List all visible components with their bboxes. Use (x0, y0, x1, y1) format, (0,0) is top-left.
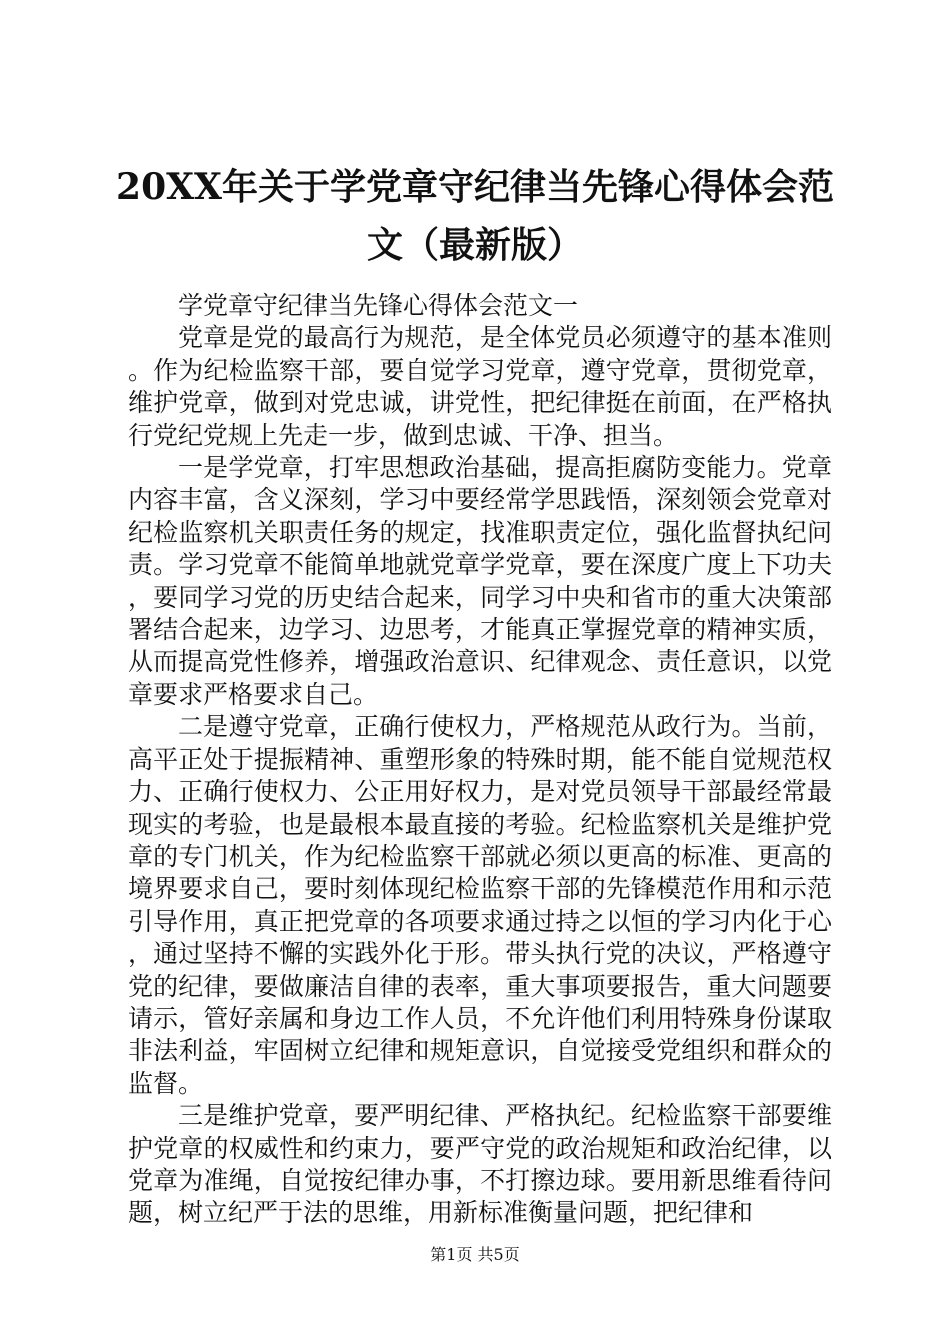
paragraph: 三是维护党章，要严明纪律、严格执纪。纪检监察干部要维护党章的权威性和约束力，要严守党的政治规矩和政治纪律，以党章为准绳，自觉按纪律办事，不打擦边球。要用新思维看待问题，树立纪严于法的思维，用新标准衡量问题，把纪律和 (128, 1101, 832, 1228)
document-title: 20XX年关于学党章守纪律当先锋心得体会范文（最新版） (116, 166, 834, 266)
paragraph: 党章是党的最高行为规范，是全体党员必须遵守的基本准则。作为纪检监察干部，要自觉学习党章，遵守党章，贯彻党章，维护党章，做到对党忠诚，讲党性，把纪律挺在前面，在严格执行党纪党规上先走一步，做到忠诚、干净、担当。 (128, 323, 832, 450)
paragraph: 二是遵守党章，正确行使权力，严格规范从政行为。当前，高平正处于提振精神、重塑形象的特殊时期，能不能自觉规范权力、正确行使权力、公正用好权力，是对党员领导干部最经常最现实的考验，也是最根本最直接的考验。纪检监察机关是维护党章的专门机关，作为纪检监察干部就必须以更高的标准、更高的境界要求自己，要时刻体现纪检监察干部的先锋模范作用和示范引导作用，真正把党章的各项要求通过持之以恒的学习内化于心，通过坚持不懈的实践外化于形。带头执行党的决议，严格遵守党的纪律，要做廉洁自律的表率，重大事项要报告，重大问题要请示，管好亲属和身边工作人员，不允许他们利用特殊身份谋取非法利益，牢固树立纪律和规矩意识，自觉接受党组织和群众的监督。 (128, 712, 832, 1098)
page-footer: 第1页 共5页 (430, 1245, 520, 1264)
document-body (128, 290, 832, 1230)
paragraph-subtitle: 学党章守纪律当先锋心得体会范文一 (178, 291, 579, 320)
paragraph: 一是学党章，打牢思想政治基础，提高拒腐防变能力。党章内容丰富，含义深刻，学习中要经常学思践悟，深刻领会党章对纪检监察机关职责任务的规定，找准职责定位，强化监督执纪问责。学习党章不能简单地就党章学党章，要在深度广度上下功夫，要同学习党的历史结合起来，同学习中央和省市的重大决策部署结合起来，边学习、边思考，才能真正掌握党章的精神实质，从而提高党性修养，增强政治意识、纪律观念、责任意识，以党章要求严格要求自己。 (128, 453, 832, 709)
